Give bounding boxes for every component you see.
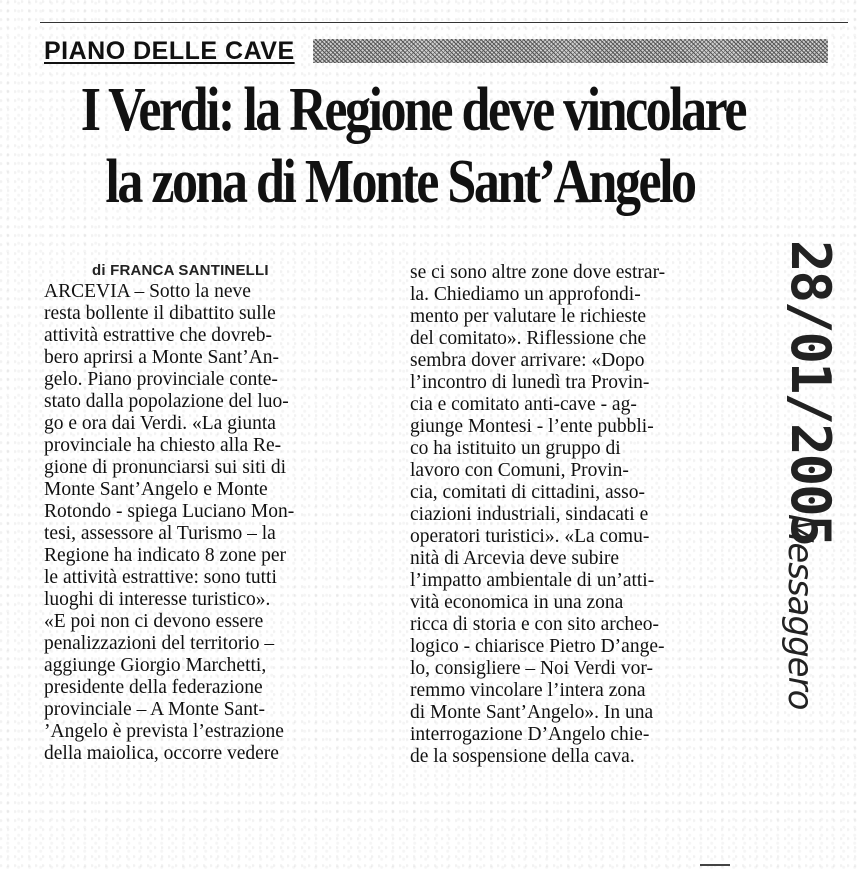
- text-line: se ci sono altre zone dove estrar-: [410, 262, 666, 283]
- text-line: le attività estrattive: sono tutti: [44, 567, 277, 588]
- article-column-left: [44, 281, 378, 765]
- text-line: de la sospensione della cava.: [410, 746, 635, 767]
- text-line: resta bollente il dibattito sulle: [44, 303, 276, 324]
- headline-line-2: la zona di Monte Sant’Angelo: [105, 148, 695, 216]
- top-rule: [40, 22, 848, 23]
- text-line: operatori turistici». «La comu-: [410, 526, 650, 547]
- text-line: logico - chiarisce Pietro D’ange-: [410, 636, 665, 657]
- handwritten-date: 28/01/2005: [779, 240, 842, 546]
- text-line: penalizzazioni del territorio –: [44, 633, 275, 654]
- handwritten-source: Messaggero: [780, 514, 820, 710]
- text-line: luoghi di interesse turistico».: [44, 589, 271, 610]
- text-line: ARCEVIA – Sotto la neve: [44, 281, 251, 302]
- text-line: vità economica in una zona: [410, 592, 624, 613]
- text-line: go e ora dai Verdi. «La giunta: [44, 413, 276, 434]
- text-line: Regione ha indicato 8 zone per: [44, 545, 287, 566]
- text-line: l’impatto ambientale di un’atti-: [410, 570, 655, 591]
- text-line: cia, comitati di cittadini, asso-: [410, 482, 646, 503]
- text-line: interrogazione D’Angelo chie-: [410, 724, 650, 745]
- section-kicker: PIANO DELLE CAVE: [44, 36, 295, 65]
- corner-mark: [700, 852, 730, 866]
- text-line: gione di pronunciarsi sui siti di: [44, 457, 287, 478]
- text-line: provinciale ha chiesto alla Re-: [44, 435, 282, 456]
- text-line: sembra dover arrivare: «Dopo: [410, 350, 645, 371]
- text-line: tesi, assessore al Turismo – la: [44, 523, 276, 544]
- text-line: Rotondo - spiega Luciano Mon-: [44, 501, 295, 522]
- text-line: attività estrattive che dovreb-: [44, 325, 272, 346]
- text-line: ciazioni industriali, sindacati e: [410, 504, 649, 525]
- text-line: remmo vincolare l’intera zona: [410, 680, 646, 701]
- text-line: cia e comitato anti-cave - ag-: [410, 394, 637, 415]
- text-line: co ha istituito un gruppo di: [410, 438, 621, 459]
- kicker-halftone-bar: [313, 39, 828, 63]
- text-line: gelo. Piano provinciale conte-: [44, 369, 278, 390]
- text-line: Monte Sant’Angelo e Monte: [44, 479, 268, 500]
- text-line: l’incontro di lunedì tra Provin-: [410, 372, 650, 393]
- text-line: «E poi non ci devono essere: [44, 611, 264, 632]
- text-line: stato dalla popolazione del luo-: [44, 391, 289, 412]
- text-line: nità di Arcevia deve subire: [410, 548, 620, 569]
- section-header: [44, 34, 828, 68]
- headline: [80, 74, 745, 218]
- text-line: lo, consigliere – Noi Verdi vor-: [410, 658, 653, 679]
- headline-line-1: I Verdi: la Regione deve vincolare: [80, 76, 745, 144]
- text-line: lavoro con Comuni, Provin-: [410, 460, 629, 481]
- text-line: presidente della federazione: [44, 677, 263, 698]
- text-line: bero aprirsi a Monte Sant’An-: [44, 347, 280, 368]
- text-line: giunge Montesi - l’ente pubbli-: [410, 416, 654, 437]
- text-line: la. Chiediamo un approfondi-: [410, 284, 641, 305]
- article-column-right: [410, 262, 740, 768]
- text-line: provinciale – A Monte Sant-: [44, 699, 265, 720]
- text-line: del comitato». Riflessione che: [410, 328, 647, 349]
- text-line: ’Angelo è prevista l’estrazione: [44, 721, 284, 742]
- byline: di FRANCA SANTINELLI: [92, 262, 269, 279]
- text-line: di Monte Sant’Angelo». In una: [410, 702, 654, 723]
- text-line: mento per valutare le richieste: [410, 306, 647, 327]
- text-line: ricca di storia e con sito archeo-: [410, 614, 660, 635]
- text-line: della maiolica, occorre vedere: [44, 743, 279, 764]
- text-line: aggiunge Giorgio Marchetti,: [44, 655, 267, 676]
